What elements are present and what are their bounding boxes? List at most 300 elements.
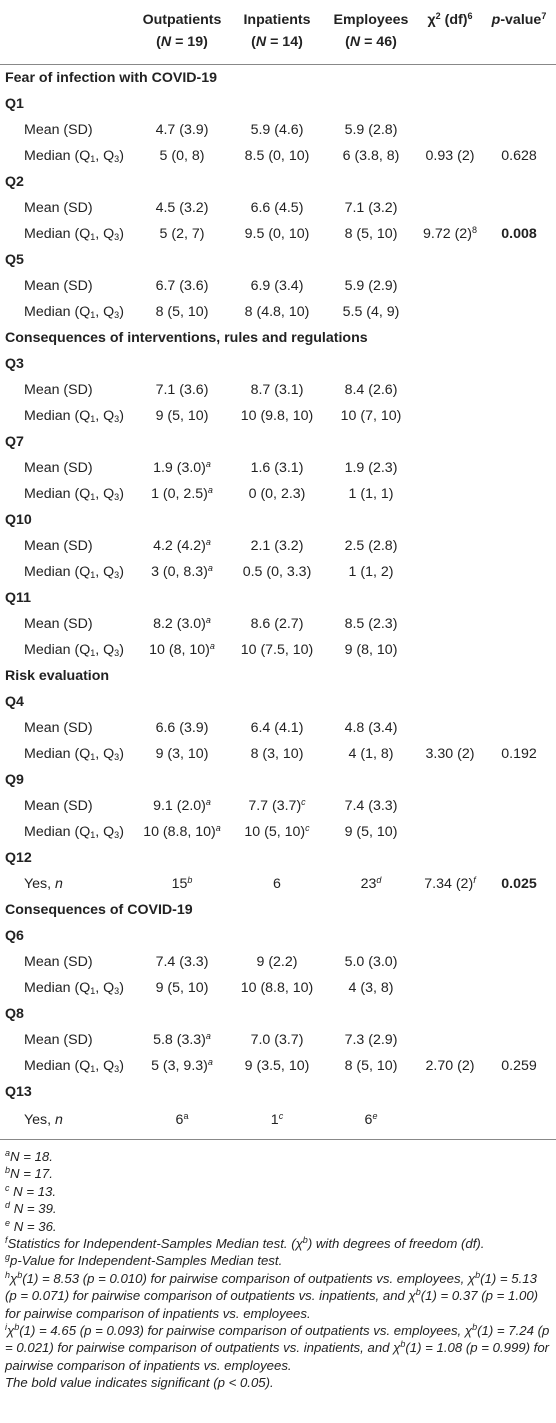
cell: 5.0 (3.0) xyxy=(344,954,398,970)
footnote xyxy=(5,1165,551,1182)
section-heading xyxy=(0,663,556,689)
label-part: ) xyxy=(119,642,124,658)
cell xyxy=(132,793,232,819)
label-part: Median (Q xyxy=(24,408,91,424)
footnote-text: The bold value indicates significant (p < 0.05). xyxy=(5,1375,274,1391)
cell: 5.9 (2.8) xyxy=(344,122,398,138)
cell-value: 23 xyxy=(360,876,377,892)
footnote-marker: e xyxy=(5,1217,11,1228)
cell-value: 10 (5, 10) xyxy=(244,824,306,840)
cell: 9 (5, 10) xyxy=(155,980,209,996)
subscript: 1 xyxy=(90,752,96,762)
cell: 8 (4.8, 10) xyxy=(244,304,310,320)
header-p-value: p-value$^7$ xyxy=(491,11,547,28)
header-chi-square: $\chi^2$ (df)$^6$ xyxy=(427,11,473,28)
subscript: 1 xyxy=(90,414,96,424)
section-title: Consequences of COVID-19 xyxy=(5,902,193,918)
header-outpatients xyxy=(132,9,232,53)
footnote-marker: a xyxy=(205,459,211,469)
section-title: Fear of infection with COVID-19 xyxy=(5,70,218,86)
row-label: Mean (SD) xyxy=(24,616,93,632)
cell: 8 (5, 10) xyxy=(344,1058,398,1074)
cell: 5 (0, 8) xyxy=(159,148,205,164)
question-label: Q10 xyxy=(5,512,32,528)
footnote-marker: b xyxy=(5,1165,11,1176)
footnote-marker: a xyxy=(207,485,213,495)
cell xyxy=(132,1105,232,1135)
cell: 6.4 (4.1) xyxy=(250,720,304,736)
footnote xyxy=(5,1183,551,1200)
question-row xyxy=(0,507,556,533)
table-row xyxy=(0,273,556,299)
cell: 5.9 (2.9) xyxy=(344,278,398,294)
table-row xyxy=(0,195,556,221)
footnote-text: (1) = 0.37 (p = 1.00) for pairwise comparison of inpatients vs. employees. xyxy=(5,1288,539,1321)
question-label: Q2 xyxy=(5,174,24,190)
subscript: 1 xyxy=(90,310,96,320)
label-part: , Q xyxy=(95,486,115,502)
header-employees-label: Employees xyxy=(333,12,409,28)
cell: 6.6 (4.5) xyxy=(250,200,304,216)
row-label: Mean (SD) xyxy=(24,278,93,294)
cell xyxy=(232,793,322,819)
footnote xyxy=(5,1235,551,1252)
cell: 0.259 xyxy=(501,1058,537,1074)
footnote-marker: b xyxy=(472,1322,478,1333)
label-part: Median (Q xyxy=(24,980,91,996)
table-row xyxy=(0,455,556,481)
footnote-text: N = 17. xyxy=(10,1166,53,1182)
footnote-marker: a xyxy=(5,1148,11,1158)
cell: 1.9 (2.3) xyxy=(344,460,398,476)
cell-value: 10 (8, 10) xyxy=(149,642,210,658)
cell: 5 (2, 7) xyxy=(159,226,205,242)
row-label xyxy=(24,143,124,169)
section-heading xyxy=(0,65,556,91)
cell: 4 (1, 8) xyxy=(348,746,394,762)
header-outpatients-label: Outpatients xyxy=(142,12,222,28)
cell: 9 (3, 10) xyxy=(155,746,209,762)
subscript: 1 xyxy=(90,986,96,996)
table-row xyxy=(0,559,556,585)
footnote-marker: c xyxy=(305,823,310,833)
header-inpatients-n: (N = 14) xyxy=(251,34,303,50)
label-part: ) xyxy=(119,1058,124,1074)
label-part: ) xyxy=(119,304,124,320)
label-part: Median (Q xyxy=(24,226,91,242)
question-row xyxy=(0,1001,556,1027)
cell xyxy=(132,481,232,507)
cell: 8.7 (3.1) xyxy=(250,382,304,398)
label-part: , Q xyxy=(95,408,115,424)
subscript: 3 xyxy=(114,232,120,242)
footnote-text: χ xyxy=(7,1323,15,1339)
cell-value: 3 (0, 8.3) xyxy=(151,564,208,580)
subscript: 1 xyxy=(90,154,96,164)
subscript: 3 xyxy=(114,310,120,320)
header-employees-n: (N = 46) xyxy=(345,34,397,50)
subscript: 3 xyxy=(114,830,120,840)
section-title: Consequences of interventions, rules and regulations xyxy=(5,330,368,346)
cell: 9 (5, 10) xyxy=(155,408,209,424)
label-part: , Q xyxy=(95,226,115,242)
label-part: ) xyxy=(119,980,124,996)
cell xyxy=(132,1053,232,1079)
cell xyxy=(132,455,232,481)
cell: 1.6 (3.1) xyxy=(250,460,304,476)
label-part: Median (Q xyxy=(24,304,91,320)
header-employees xyxy=(322,9,420,53)
table-row xyxy=(0,143,556,169)
cell: 4 (3, 8) xyxy=(348,980,394,996)
cell: 6.7 (3.6) xyxy=(155,278,209,294)
cell xyxy=(132,559,232,585)
cell-significant: 0.008 xyxy=(501,226,537,242)
cell: 8 (5, 10) xyxy=(155,304,209,320)
cell: 7.3 (2.9) xyxy=(344,1032,398,1048)
footnote-text: ) with degrees of freedom (df). xyxy=(307,1236,485,1252)
cell-value: 9.1 (2.0) xyxy=(153,798,206,814)
row-label xyxy=(24,221,124,247)
cell: 8 (5, 10) xyxy=(344,226,398,242)
cell: 0.93 (2) xyxy=(425,148,475,164)
table-row xyxy=(0,403,556,429)
subscript: 1 xyxy=(90,570,96,580)
row-label: Mean (SD) xyxy=(24,382,93,398)
question-label: Q4 xyxy=(5,694,24,710)
label-part: , Q xyxy=(95,564,115,580)
cell: 8.5 (2.3) xyxy=(344,616,398,632)
cell-value: 5 (3, 9.3) xyxy=(151,1058,208,1074)
cell: 2.5 (2.8) xyxy=(344,538,398,554)
label-part: , Q xyxy=(95,824,115,840)
footnote-text: (1) = 4.65 (p = 0.093) for pairwise comparison of outpatients vs. employees, χ xyxy=(19,1323,473,1339)
cell-value: 10 (8.8, 10) xyxy=(143,824,216,840)
row-label xyxy=(24,559,124,585)
cell: 8.4 (2.6) xyxy=(344,382,398,398)
cell: 0.192 xyxy=(501,746,537,762)
cell xyxy=(322,871,420,897)
question-label: Q5 xyxy=(5,252,24,268)
label-part: ) xyxy=(119,746,124,762)
row-label: Mean (SD) xyxy=(24,954,93,970)
footnote-marker: b xyxy=(187,875,193,885)
label-part: , Q xyxy=(95,980,115,996)
table-row xyxy=(0,611,556,637)
cell: 10 (8.8, 10) xyxy=(240,980,314,996)
footnote-marker: f xyxy=(473,875,476,885)
footnote-marker: h xyxy=(5,1269,11,1280)
label-part: ) xyxy=(119,226,124,242)
table-footnotes xyxy=(0,1140,556,1392)
label-part: ) xyxy=(119,408,124,424)
cell-value: 8.2 (3.0) xyxy=(153,616,206,632)
table-row xyxy=(0,221,556,247)
footnote-marker: e xyxy=(372,1111,378,1121)
table-row xyxy=(0,1027,556,1053)
table-row xyxy=(0,793,556,819)
footnote-marker: 8 xyxy=(471,225,477,235)
cell-value: 7.7 (3.7) xyxy=(248,798,302,814)
section-heading xyxy=(0,325,556,351)
row-label: Mean (SD) xyxy=(24,122,93,138)
label-part: Median (Q xyxy=(24,642,91,658)
footnote-marker: b xyxy=(14,1322,20,1333)
cell xyxy=(232,1105,322,1135)
row-label: Yes, n xyxy=(24,876,63,892)
label-part: Median (Q xyxy=(24,1058,91,1074)
section-heading xyxy=(0,897,556,923)
question-label: Q11 xyxy=(5,590,32,606)
cell-value: 6 xyxy=(364,1112,373,1128)
table-row xyxy=(0,117,556,143)
label-part: ) xyxy=(119,486,124,502)
question-row xyxy=(0,1079,556,1105)
cell xyxy=(132,1027,232,1053)
cell xyxy=(322,1105,420,1135)
cell: 6 (3.8, 8) xyxy=(342,148,400,164)
cell: 9 (3.5, 10) xyxy=(244,1058,310,1074)
cell: 9 (5, 10) xyxy=(344,824,398,840)
label-part: ) xyxy=(119,148,124,164)
cell: 7.1 (3.6) xyxy=(155,382,209,398)
question-row xyxy=(0,169,556,195)
footnote-text: N = 36. xyxy=(13,1218,57,1234)
footnote-marker: a xyxy=(207,1057,213,1067)
subscript: 3 xyxy=(114,986,120,996)
cell: 0.628 xyxy=(501,148,537,164)
row-label xyxy=(24,637,124,663)
row-label xyxy=(24,481,124,507)
table-row xyxy=(0,299,556,325)
cell: 7.1 (3.2) xyxy=(344,200,398,216)
cell xyxy=(132,637,232,663)
footnote-text: χ xyxy=(10,1270,18,1286)
subscript: 3 xyxy=(114,570,120,580)
row-label: Mean (SD) xyxy=(24,200,93,216)
table-row xyxy=(0,481,556,507)
subscript: 3 xyxy=(114,1064,120,1074)
footnote-text: p-Value for Independent-Samples Median test. xyxy=(10,1253,283,1269)
footnote-marker: a xyxy=(207,563,213,573)
cell xyxy=(132,819,232,845)
cell xyxy=(414,221,486,247)
row-label xyxy=(24,403,124,429)
label-part: , Q xyxy=(95,148,115,164)
footnote xyxy=(5,1252,551,1269)
cell-value: 6 xyxy=(175,1112,184,1128)
footnote xyxy=(5,1374,551,1391)
cell: 8.6 (2.7) xyxy=(250,616,304,632)
footnote-marker: a xyxy=(215,823,221,833)
table-row xyxy=(0,819,556,845)
label-part: , Q xyxy=(95,746,115,762)
footnote-text: N = 18. xyxy=(10,1149,53,1164)
question-row xyxy=(0,429,556,455)
table-row xyxy=(0,741,556,767)
question-row xyxy=(0,689,556,715)
question-row xyxy=(0,247,556,273)
table-row xyxy=(0,1105,556,1140)
cell: 2.70 (2) xyxy=(425,1058,475,1074)
question-label: Q9 xyxy=(5,772,24,788)
subscript: 1 xyxy=(90,648,96,658)
cell: 4.8 (3.4) xyxy=(344,720,398,736)
cell: 1 (1, 2) xyxy=(348,564,394,580)
footnote-text: N = 13. xyxy=(13,1183,57,1199)
table-row xyxy=(0,975,556,1001)
cell: 4.7 (3.9) xyxy=(155,122,209,138)
question-label: Q7 xyxy=(5,434,24,450)
footnote-marker: a xyxy=(183,1111,189,1121)
label-part: Median (Q xyxy=(24,486,91,502)
question-row xyxy=(0,767,556,793)
row-label: Mean (SD) xyxy=(24,538,93,554)
footnote-marker: g xyxy=(5,1252,11,1263)
subscript: 3 xyxy=(114,414,120,424)
question-row xyxy=(0,845,556,871)
footnote-marker: f xyxy=(5,1235,8,1246)
row-label xyxy=(24,741,124,767)
label-part: ) xyxy=(119,564,124,580)
footnote xyxy=(5,1200,551,1217)
subscript: 1 xyxy=(90,830,96,840)
subscript: 1 xyxy=(90,1064,96,1074)
question-label: Q1 xyxy=(5,96,24,112)
row-label xyxy=(24,975,124,1001)
label-part: Median (Q xyxy=(24,564,91,580)
cell-value: 7.34 (2) xyxy=(424,876,474,892)
row-label: Mean (SD) xyxy=(24,1032,93,1048)
subscript: 1 xyxy=(90,232,96,242)
table-row xyxy=(0,949,556,975)
cell xyxy=(132,871,232,897)
table-header xyxy=(0,0,556,65)
cell xyxy=(132,533,232,559)
row-label: Yes, n xyxy=(24,1112,63,1128)
cell: 5.9 (4.6) xyxy=(250,122,304,138)
label-part: ) xyxy=(119,824,124,840)
cell: 7.4 (3.3) xyxy=(344,798,398,814)
cell: 0.5 (0, 3.3) xyxy=(242,564,312,580)
cell-value: 15 xyxy=(171,876,188,892)
cell: 7.0 (3.7) xyxy=(250,1032,304,1048)
footnote-marker: a xyxy=(205,797,211,807)
label-part: Median (Q xyxy=(24,148,91,164)
cell-significant: 0.025 xyxy=(501,876,537,892)
table-row xyxy=(0,715,556,741)
footnote-text: N = 39. xyxy=(13,1201,57,1217)
subscript: 3 xyxy=(114,154,120,164)
question-row xyxy=(0,351,556,377)
cell: 1 (1, 1) xyxy=(348,486,394,502)
footnote-text: (1) = 7.24 (p = 0.021) for pairwise comparison of outpatients vs. inpatients, and χ xyxy=(5,1323,550,1356)
row-label xyxy=(24,819,124,845)
table-row xyxy=(0,871,556,897)
footnote-marker: a xyxy=(205,1031,211,1041)
cell: 10 (9.8, 10) xyxy=(240,408,314,424)
question-label: Q6 xyxy=(5,928,24,944)
footnote xyxy=(5,1322,551,1374)
row-label: Mean (SD) xyxy=(24,720,93,736)
footnote-marker: b xyxy=(415,1287,421,1298)
cell: 6.9 (3.4) xyxy=(250,278,304,294)
question-label: Q13 xyxy=(5,1084,32,1100)
row-label xyxy=(24,299,124,325)
subscript: 1 xyxy=(90,492,96,502)
footnote-marker: i xyxy=(5,1322,7,1333)
table-row xyxy=(0,1053,556,1079)
subscript: 3 xyxy=(114,648,120,658)
cell: 9 (8, 10) xyxy=(344,642,398,658)
cell: 5.5 (4, 9) xyxy=(342,304,400,320)
header-outpatients-n: (N = 19) xyxy=(156,34,208,50)
table-row xyxy=(0,377,556,403)
footnote xyxy=(5,1270,551,1322)
row-label xyxy=(24,1053,124,1079)
cell: 6.6 (3.9) xyxy=(155,720,209,736)
footnote-marker: c xyxy=(5,1182,10,1193)
cell-value: 4.2 (4.2) xyxy=(153,538,206,554)
cell xyxy=(414,871,486,897)
footnote-text: (1) = 1.08 (p = 0.999) for pairwise comparison of inpatients vs. employees. xyxy=(5,1340,550,1373)
footnote-marker: c xyxy=(278,1111,284,1121)
footnote xyxy=(5,1148,551,1165)
cell-value: 1 xyxy=(270,1112,279,1128)
question-row xyxy=(0,91,556,117)
subscript: 3 xyxy=(114,492,120,502)
footnote xyxy=(5,1218,551,1235)
question-row xyxy=(0,585,556,611)
footnote-marker: a xyxy=(205,537,211,547)
cell: 4.5 (3.2) xyxy=(155,200,209,216)
cell: 0 (0, 2.3) xyxy=(248,486,306,502)
cell-value: 5.8 (3.3) xyxy=(153,1032,206,1048)
question-label: Q8 xyxy=(5,1006,24,1022)
question-label: Q3 xyxy=(5,356,24,372)
footnote-marker: c xyxy=(301,797,306,807)
cell-value: 1.9 (3.0) xyxy=(153,460,206,476)
cell xyxy=(132,611,232,637)
cell: 8 (3, 10) xyxy=(250,746,304,762)
footnote-marker: b xyxy=(302,1235,308,1246)
table-row xyxy=(0,637,556,663)
footnote-marker: a xyxy=(205,615,211,625)
footnote-text: (1) = 8.53 (p = 0.010) for pairwise comparison of outpatients vs. employees, χ xyxy=(22,1270,476,1286)
cell: 7.4 (3.3) xyxy=(155,954,209,970)
row-label: Mean (SD) xyxy=(24,798,93,814)
footnote-marker: d xyxy=(5,1200,11,1211)
footnote-marker: d xyxy=(376,875,382,885)
footnote-marker: a xyxy=(209,641,215,651)
label-part: Median (Q xyxy=(24,746,91,762)
cell: 10 (7.5, 10) xyxy=(240,642,314,658)
question-row xyxy=(0,923,556,949)
header-inpatients-label: Inpatients xyxy=(243,12,311,28)
cell xyxy=(232,819,322,845)
footnote-marker: b xyxy=(400,1339,406,1350)
row-label: Mean (SD) xyxy=(24,460,93,476)
cell: 2.1 (3.2) xyxy=(250,538,304,554)
footnote-marker: b xyxy=(475,1269,481,1280)
cell: 10 (7, 10) xyxy=(340,408,402,424)
footnote-text: Statistics for Independent-Samples Median test. (χ xyxy=(7,1236,303,1252)
header-inpatients xyxy=(232,9,322,53)
footnote-text: (1) = 5.13 (p = 0.071) for pairwise comparison of outpatients vs. inpatients, and χ xyxy=(5,1270,537,1304)
label-part: Median (Q xyxy=(24,824,91,840)
section-title: Risk evaluation xyxy=(5,668,110,684)
label-part: , Q xyxy=(95,642,115,658)
